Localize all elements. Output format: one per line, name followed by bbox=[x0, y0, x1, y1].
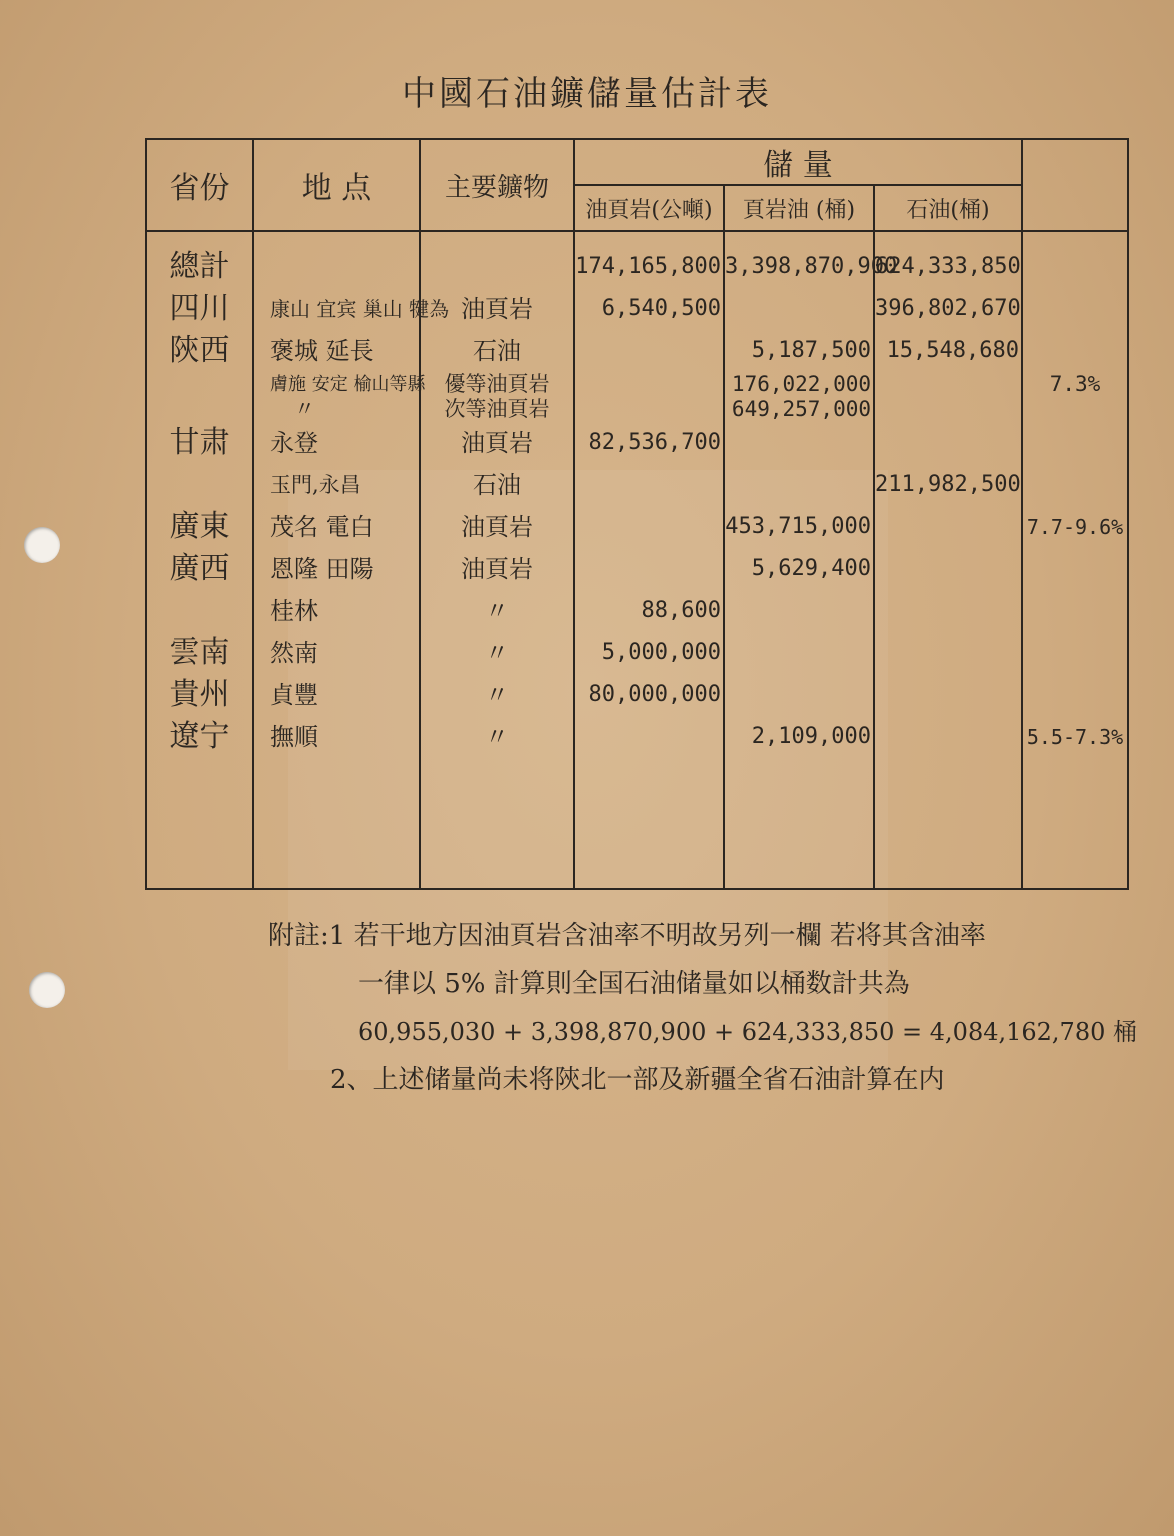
percent-cell bbox=[1023, 330, 1127, 372]
petroleum-cell bbox=[875, 632, 1021, 674]
petroleum-column bbox=[874, 231, 1022, 889]
shale-oil-cell: 5,629,400 bbox=[751, 556, 871, 581]
percent-cell bbox=[1023, 422, 1127, 464]
percent-cell: 5.5-7.3% bbox=[1026, 725, 1124, 749]
province-column bbox=[146, 231, 253, 889]
province-cell: 遼宁 bbox=[169, 719, 230, 754]
shale-oil-cell: 2,109,000 bbox=[751, 724, 871, 749]
percent-cell bbox=[1023, 246, 1127, 288]
province-cell: 陝西 bbox=[169, 333, 230, 368]
shale-oil-cell bbox=[725, 288, 873, 330]
shale-cell: 80,000,000 bbox=[588, 682, 721, 707]
petroleum-cell: 211,982,500 bbox=[875, 472, 1021, 497]
shale-oil-cell bbox=[725, 464, 873, 506]
header-location: 地 点 bbox=[253, 139, 420, 231]
header-shale: 油頁岩(公噸) bbox=[574, 185, 724, 231]
shale-cell bbox=[575, 716, 723, 758]
location-cell bbox=[254, 246, 419, 288]
shale-cell: 82,536,700 bbox=[588, 430, 721, 455]
mineral-cell: 〃 bbox=[485, 639, 509, 667]
petroleum-cell bbox=[875, 674, 1021, 716]
shale-oil-cell: 3,398,870,900 bbox=[725, 254, 898, 279]
petroleum-cell: 15,548,680 bbox=[886, 338, 1020, 363]
reserve-table bbox=[145, 138, 1129, 890]
location-cell: 永登 bbox=[270, 429, 318, 457]
mineral-cell: 〃 bbox=[485, 723, 509, 751]
petroleum-cell: 624,333,850 bbox=[875, 254, 1021, 279]
location-cell: 恩隆 田陽 bbox=[270, 555, 374, 583]
mineral-cell: 〃 bbox=[485, 597, 509, 625]
petroleum-cell bbox=[875, 716, 1021, 758]
petroleum-cell: 396,802,670 bbox=[875, 296, 1021, 321]
percent-cell bbox=[1023, 397, 1127, 422]
percent-cell bbox=[1023, 590, 1127, 632]
percent-cell bbox=[1023, 288, 1127, 330]
header-shale-oil: 頁岩油 (桶) bbox=[724, 185, 874, 231]
shale-oil-cell bbox=[725, 632, 873, 674]
percent-cell: 7.3% bbox=[1049, 372, 1101, 396]
footnotes bbox=[268, 912, 1137, 1104]
province-cell: 雲南 bbox=[169, 635, 230, 670]
percent-cell bbox=[1023, 464, 1127, 506]
shale-cell bbox=[575, 464, 723, 506]
shale-cell: 88,600 bbox=[641, 598, 721, 623]
mineral-cell: 石油 bbox=[473, 471, 521, 499]
shale-cell bbox=[575, 372, 723, 397]
mineral-cell: 次等油頁岩 bbox=[444, 397, 550, 421]
document-title: 中國石油鑛儲量估計表 bbox=[402, 74, 772, 114]
shale-cell bbox=[575, 397, 723, 422]
province-cell: 廣東 bbox=[169, 509, 230, 544]
header-mineral: 主要鑛物 bbox=[420, 139, 574, 231]
percent-cell bbox=[1023, 674, 1127, 716]
province-cell: 甘肃 bbox=[169, 425, 230, 460]
shale-cell bbox=[575, 548, 723, 590]
shale-oil-cell: 176,022,000 bbox=[731, 372, 871, 396]
shale-oil-cell bbox=[725, 590, 873, 632]
location-cell: 撫順 bbox=[270, 723, 318, 751]
shale-oil-cell: 649,257,000 bbox=[731, 397, 871, 421]
footnote-line: 附註:1 若干地方因油頁岩含油率不明故另列一欄 若将其含油率 bbox=[268, 921, 986, 951]
mineral-cell: 油頁岩 bbox=[461, 295, 533, 323]
location-cell: 玉門,永昌 bbox=[270, 473, 361, 497]
shale-oil-cell bbox=[725, 422, 873, 464]
location-cell: 茂名 電白 bbox=[270, 513, 374, 541]
location-cell: 褒城 延長 bbox=[270, 337, 374, 365]
mineral-cell: 油頁岩 bbox=[461, 513, 533, 541]
petroleum-cell bbox=[875, 397, 1021, 422]
shale-cell bbox=[575, 330, 723, 372]
location-cell: 貞豐 bbox=[270, 681, 318, 709]
header-province: 省份 bbox=[146, 139, 253, 231]
province-cell bbox=[147, 464, 252, 506]
percent-cell: 7.7-9.6% bbox=[1026, 515, 1124, 539]
location-cell: 然南 bbox=[270, 639, 318, 667]
location-cell: 〃 bbox=[294, 397, 315, 421]
location-cell: 膚施 安定 榆山等縣 bbox=[270, 374, 426, 395]
petroleum-cell bbox=[875, 590, 1021, 632]
province-cell: 廣西 bbox=[169, 551, 230, 586]
mineral-cell: 油頁岩 bbox=[461, 429, 533, 457]
footnote-line: 60,955,030 + 3,398,870,900 + 624,333,850 = 4,084,162,780 桶 bbox=[358, 1018, 1137, 1046]
punch-hole bbox=[29, 972, 65, 1008]
header-extra bbox=[1022, 139, 1128, 231]
footnote-line: 一律以 5% 計算則全国石油储量如以桶数計共為 bbox=[358, 969, 910, 999]
province-cell bbox=[147, 397, 252, 422]
shale-cell: 6,540,500 bbox=[601, 296, 721, 321]
percent-cell bbox=[1023, 548, 1127, 590]
shale-cell: 5,000,000 bbox=[601, 640, 721, 665]
petroleum-cell bbox=[875, 506, 1021, 548]
mineral-cell: 〃 bbox=[485, 681, 509, 709]
petroleum-cell bbox=[875, 372, 1021, 397]
shale-cell: 174,165,800 bbox=[575, 254, 721, 279]
mineral-cell: 油頁岩 bbox=[461, 555, 533, 583]
shale-oil-column bbox=[724, 231, 898, 889]
mineral-cell: 優等油頁岩 bbox=[444, 372, 550, 396]
shale-oil-cell bbox=[725, 674, 873, 716]
province-cell: 總計 bbox=[169, 249, 230, 284]
shale-cell bbox=[575, 506, 723, 548]
mineral-cell bbox=[421, 246, 573, 288]
shale-oil-cell: 453,715,000 bbox=[725, 514, 871, 539]
shale-column bbox=[574, 231, 724, 889]
mineral-column bbox=[420, 231, 574, 889]
shale-oil-cell: 5,187,500 bbox=[751, 338, 871, 363]
percent-cell bbox=[1023, 632, 1127, 674]
punch-hole bbox=[24, 527, 60, 563]
header-reserve: 儲 量 bbox=[574, 139, 1022, 185]
province-cell: 四川 bbox=[169, 291, 230, 326]
province-cell bbox=[147, 372, 252, 397]
location-cell: 康山 宜宾 巢山 犍為 bbox=[270, 297, 450, 321]
province-cell: 貴州 bbox=[169, 677, 230, 712]
petroleum-cell bbox=[875, 548, 1021, 590]
header-petroleum: 石油(桶) bbox=[874, 185, 1022, 231]
location-cell: 桂林 bbox=[270, 597, 318, 625]
petroleum-cell bbox=[875, 422, 1021, 464]
extra-column bbox=[1022, 231, 1128, 889]
location-column bbox=[253, 231, 450, 889]
footnote-line: 2、上述储量尚未将陝北一部及新疆全省石油計算在内 bbox=[330, 1065, 945, 1095]
province-cell bbox=[147, 590, 252, 632]
mineral-cell: 石油 bbox=[473, 337, 521, 365]
